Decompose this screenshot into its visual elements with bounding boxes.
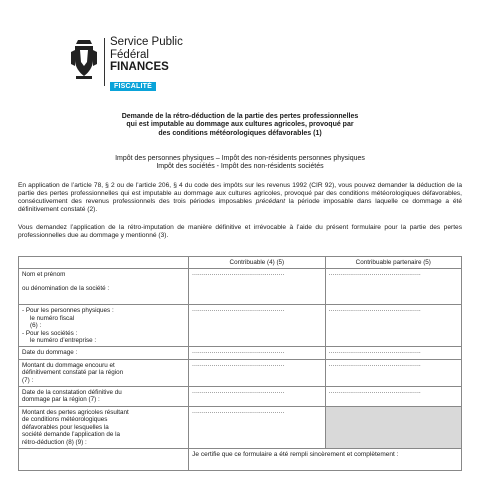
taxpayer-damage-amount-field[interactable] [189, 359, 325, 386]
title-line-3: des conditions météorologiques défavorables (1) [158, 129, 322, 137]
taxpayer-losses-field[interactable] [189, 406, 325, 448]
label-id-line-3: (6) : [30, 322, 42, 330]
label-identification [19, 305, 189, 347]
certification-statement: Je certifie que ce formulaire a été rempli sincèrement et complètement : [189, 448, 462, 470]
dotted-line: ............................................... [192, 389, 285, 396]
org-line-3: FINANCES [110, 61, 169, 73]
dotted-line: ............................................... [192, 361, 285, 368]
org-line-2: Fédéral [110, 48, 149, 61]
document-title [60, 113, 420, 138]
label-confirm-line-1: Date de la constatation définitive du [22, 389, 122, 397]
label-losses-line-3: défavorables pour lesquelles la [22, 423, 109, 431]
partner-damage-date-field[interactable] [325, 347, 461, 359]
table-row-confirmation-date [19, 387, 462, 407]
dotted-line: ............................................... [192, 307, 285, 314]
document-subtitle [60, 155, 420, 172]
dotted-line: ............................................... [328, 307, 422, 314]
table-row-certification [19, 448, 462, 470]
taxpayer-damage-date-field[interactable] [189, 347, 325, 359]
label-name [19, 269, 189, 305]
label-id-line-5: le numéro d’entreprise : [30, 337, 97, 345]
title-line-2: qui est imputable au dommage aux cultures agricoles, provoqué par [126, 121, 354, 129]
table-header-blank [19, 257, 189, 269]
department-badge: FISCALITÉ [110, 82, 156, 91]
label-agricultural-losses [19, 406, 189, 448]
belgian-crest-icon [70, 38, 98, 80]
label-amount-line-1: Montant du dommage encouru et [22, 361, 115, 369]
partner-id-field[interactable] [325, 305, 461, 347]
partner-confirmation-date-field[interactable] [325, 387, 461, 407]
dotted-line: ............................................... [192, 408, 285, 415]
dotted-line: ............................................... [328, 349, 422, 356]
label-losses-line-1: Montant des pertes agricoles résultant [22, 408, 129, 416]
taxpayer-id-field[interactable] [189, 305, 325, 347]
label-damage-amount [19, 359, 189, 386]
label-losses-line-2: de conditions météorologiques [22, 416, 108, 424]
table-row-identification [19, 305, 462, 347]
certification-blank [19, 448, 189, 470]
intro-text-before: En application de l’article 78, § 2 ou de l’article 206, § 4 du code des impôts sur les revenus 1992 (CIR 92), vous pouvez demander la déduction de la partie des pertes professionnelles qui est imputable au dommage aux cultures agricoles, provoqué par des conditions météorologiques défavorables, consécutivement des revenus professionnels des trois périodes imposables [18, 182, 462, 206]
partner-damage-amount-field[interactable] [325, 359, 461, 386]
table-row-damage-amount [19, 359, 462, 386]
label-name-line-2: ou dénomination de la société : [22, 284, 110, 292]
label-amount-line-3: (7) : [22, 376, 34, 384]
label-id-line-2: le numéro fiscal [30, 314, 75, 322]
intro-text-italic: précédant [255, 198, 286, 206]
label-id-line-4: - Pour les sociétés : [22, 329, 78, 337]
request-paragraph: Vous demandez l’application de la rétro-imputation de manière définitive et irrévocable à l’aide du présent formulaire pour la partie des pertes professionnelles due au dommage y mentionné (3). [18, 224, 462, 240]
label-amount-line-2: définitivement constaté par la région [22, 369, 124, 377]
column-header-taxpayer: Contribuable (4) (5) [189, 257, 325, 269]
label-losses-line-5: rétro-déduction (8) (9) : [22, 438, 87, 446]
label-id-line-1: - Pour les personnes physiques : [22, 307, 114, 315]
org-line-1: Service Public [110, 36, 183, 48]
partner-losses-field-disabled [325, 406, 461, 448]
letterhead [70, 36, 270, 108]
label-damage-date: Date du dommage : [19, 347, 189, 359]
label-losses-line-4: société demande l’application de la [22, 431, 121, 439]
label-confirm-line-2: dommage par la région (7) : [22, 396, 100, 404]
table-row-damage-date [19, 347, 462, 359]
title-line-1: Demande de la rétro-déduction de la partie des pertes professionnelles [121, 113, 359, 120]
label-name-line-1: Nom et prénom [22, 271, 66, 279]
subtitle-line-1: Impôt des personnes physiques – Impôt des non-résidents personnes physiques [115, 155, 365, 162]
column-header-partner: Contribuable partenaire (5) [325, 257, 461, 269]
partner-name-field[interactable] [325, 269, 461, 305]
table-header-row [19, 257, 462, 269]
dotted-line: ............................................... [328, 361, 422, 368]
subtitle-line-2: Impôt des sociétés - Impôt des non-résidents sociétés [156, 163, 324, 171]
dotted-line: ............................................... [328, 271, 422, 278]
label-confirmation-date [19, 387, 189, 407]
intro-text-after: la période imposable dans laquelle ce dommage a été définitivement constaté (2). [18, 198, 462, 214]
intro-paragraph [18, 182, 462, 214]
table-row-name [19, 269, 462, 305]
header-divider [104, 38, 105, 86]
taxpayer-name-field[interactable] [189, 269, 325, 305]
dotted-line: ............................................... [328, 389, 422, 396]
request-form-table [18, 256, 462, 471]
table-row-agricultural-losses [19, 406, 462, 448]
organization-name [110, 36, 183, 74]
dotted-line: ............................................... [192, 271, 285, 278]
dotted-line: ............................................... [192, 349, 285, 356]
taxpayer-confirmation-date-field[interactable] [189, 387, 325, 407]
